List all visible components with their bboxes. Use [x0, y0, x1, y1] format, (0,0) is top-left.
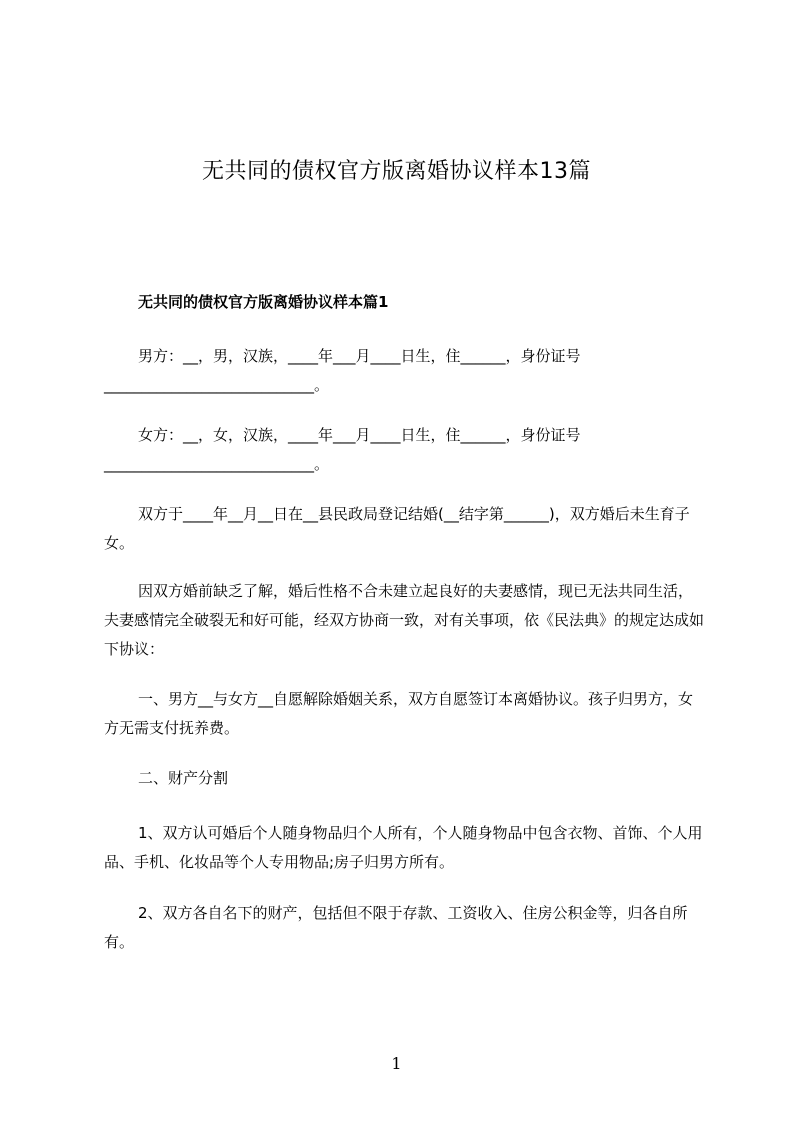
- paragraph-reason-for-divorce: 因双方婚前缺乏了解，婚后性格不合未建立起良好的夫妻感情，现已无法共同生活，夫妻感情完全破裂无和好可能，经双方协商一致，对有关事项，依《民法典》的规定达成如下协议：: [104, 582, 705, 658]
- section-heading: 无共同的债权官方版离婚协议样本篇1: [138, 293, 389, 311]
- paragraph-property-division-heading: 二、财产分割: [138, 769, 229, 787]
- paragraph-clause-personal-items: 1、双方认可婚后个人随身物品归个人所有，个人随身物品中包含衣物、首饰、个人用品、手机、化妆品等个人专用物品;房子归男方所有。: [104, 824, 703, 871]
- page-number: 1: [391, 1054, 402, 1073]
- page-title: 无共同的债权官方版离婚协议样本13篇: [202, 158, 591, 184]
- paragraph-female-party: 女方：__，女，汉族，____年___月____日生，住______，身份证号____________________________。: [104, 426, 581, 473]
- paragraph-male-party: 男方：__，男，汉族，____年___月____日生，住______，身份证号____________________________。: [104, 347, 581, 394]
- paragraph-clause-named-assets: 2、双方各自名下的财产，包括但不限于存款、工资收入、住房公积金等，归各自所有。: [104, 904, 688, 951]
- paragraph-clause-one: 一、男方__与女方__自愿解除婚姻关系，双方自愿签订本离婚协议。孩子归男方，女方无需支付抚养费。: [104, 690, 694, 737]
- paragraph-marriage-registration: 双方于____年__月__日在__县民政局登记结婚(__结字第______)，双方婚后未生育子女。: [104, 505, 690, 552]
